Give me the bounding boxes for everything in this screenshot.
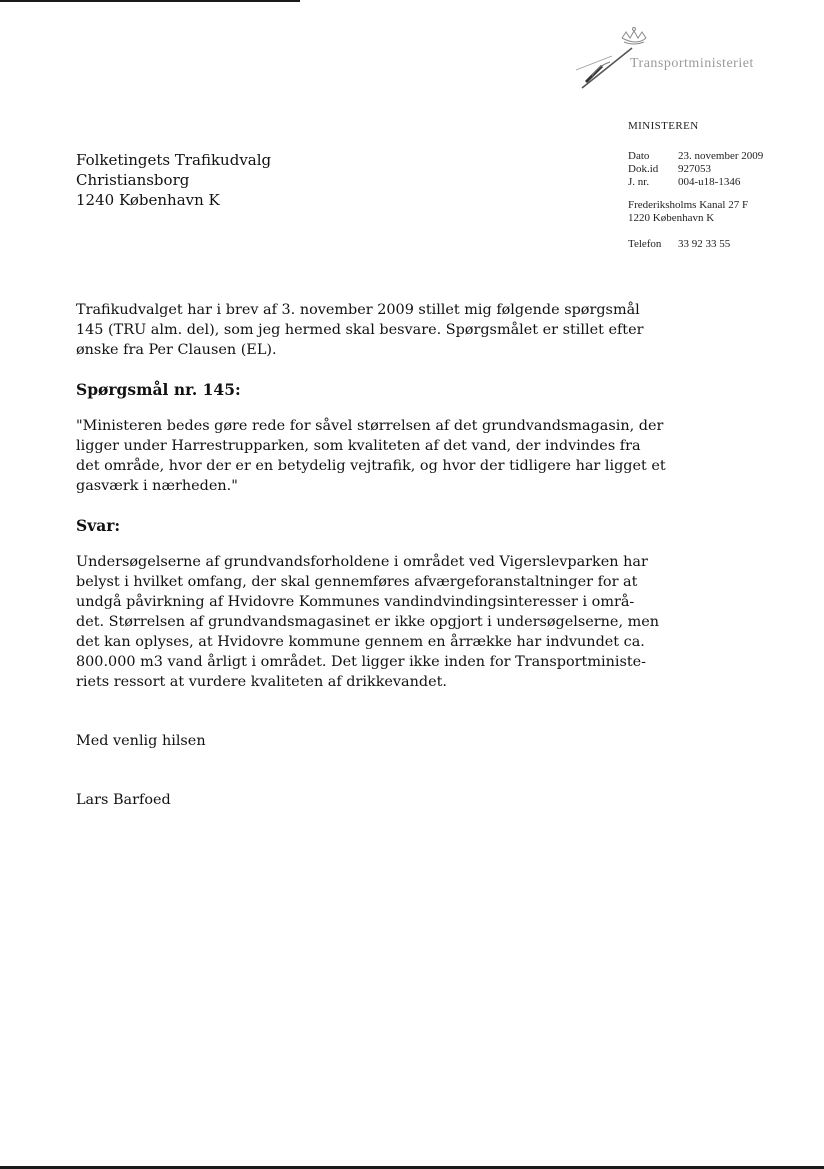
ministry-logo [572,26,802,96]
answer-heading: Svar: [76,516,121,535]
text-line: riets ressort at vurdere kvaliteten af drikkevandet. [76,674,447,690]
text-line: det område, hvor der er en betydelig vejtrafik, og hvor der tidligere har ligget et [76,458,666,474]
ministry-name-text: Transportministeriet [630,56,754,71]
text-line: Trafikudvalget har i brev af 3. november 2009 stillet mig følgende spørgsmål [76,302,640,318]
text-line: det kan oplyses, at Hvidovre kommune gennem en årrække har indvundet ca. [76,634,645,650]
meta-value: 004-u18-1346 [678,176,741,188]
intro-paragraph [76,300,644,360]
meta-label: Dato [628,150,650,162]
scan-artifact-top [0,0,300,2]
phone-label: Telefon [628,238,662,250]
meta-value: 23. november 2009 [678,150,764,162]
signature-name: Lars Barfoed [76,792,171,808]
phone-value: 33 92 33 55 [678,238,731,250]
address-line: Frederiksholms Kanal 27 F [628,199,749,211]
question-heading: Spørgsmål nr. 145: [76,380,241,399]
recipient-line: Christiansborg [76,171,190,189]
text-line: Undersøgelserne af grundvandsforholdene i området ved Vigerslevparken har [76,554,648,570]
recipient-line: Folketingets Trafikudvalg [76,151,272,169]
meta-row-docid [628,163,798,176]
meta-label: Dok.id [628,163,659,175]
question-paragraph [76,416,666,496]
department-label: MINISTEREN [628,120,699,132]
text-line: ligger under Harrestrupparken, som kvaliteten af det vand, der indvindes fra [76,438,641,454]
text-line: undgå påvirkning af Hvidovre Kommunes vandindvindingsinteresser i områ- [76,594,635,610]
text-line: gasværk i nærheden." [76,478,238,494]
text-line: "Ministeren bedes gøre rede for såvel størrelsen af det grundvandsmagasin, der [76,418,664,434]
ministry-address [628,199,798,225]
text-line: 145 (TRU alm. del), som jeg hermed skal besvare. Spørgsmålet er stillet efter [76,322,644,338]
recipient-line: 1240 København K [76,191,220,209]
closing-salutation: Med venlig hilsen [76,733,206,749]
meta-row-journal [628,176,798,189]
meta-label: J. nr. [628,176,650,188]
letter-body [76,300,666,692]
recipient-address [76,150,271,210]
text-line: det. Størrelsen af grundvandsmagasinet er ikke opgjort i undersøgelserne, men [76,614,660,630]
answer-paragraph [76,552,660,692]
meta-value: 927053 [678,163,711,175]
address-line: 1220 København K [628,212,715,224]
text-line: ønske fra Per Clausen (EL). [76,342,277,358]
text-line: 800.000 m3 vand årligt i området. Det ligger ikke inden for Transportministe- [76,654,647,670]
meta-row-date [628,150,798,163]
phone-row [628,238,798,251]
letter-meta-block [628,120,798,251]
text-line: belyst i hvilket omfang, der skal gennemføres afværgeforanstaltninger for at [76,574,638,590]
